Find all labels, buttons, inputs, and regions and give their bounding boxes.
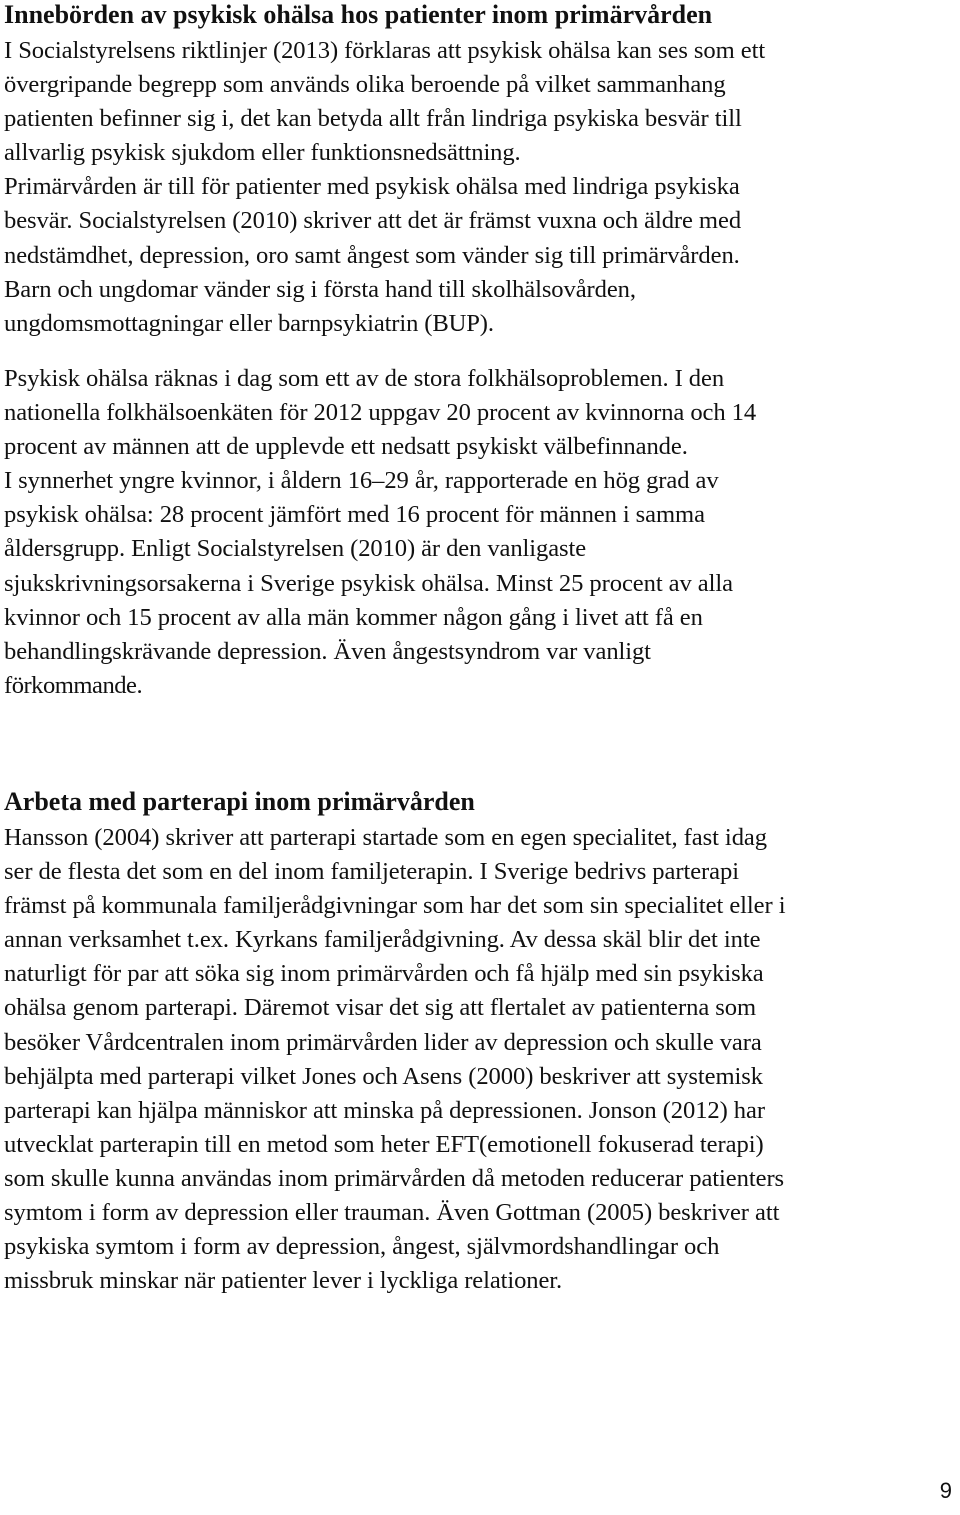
text-line: missbruk minskar när patienter lever i lyckliga relationer.	[4, 1267, 563, 1295]
text-line: nationella folkhälsoenkäten för 2012 uppgav 20 procent av kvinnorna och 14	[4, 399, 757, 427]
text-line: parterapi kan hjälpa människor att minska på depressionen. Jonson (2012) har	[4, 1096, 765, 1124]
text-line: förkommande.	[4, 671, 143, 699]
text-line: behandlingskrävande depression. Även ångestsyndrom var vanligt	[4, 637, 651, 665]
text-line: ser de flesta det som en del inom familjeterapin. I Sverige bedrivs parterapi	[4, 858, 739, 886]
text-line: Barn och ungdomar vänder sig i första hand till skolhälsovården,	[4, 275, 636, 303]
section-heading-parterapi: Arbeta med parterapi inom primärvården	[4, 787, 475, 816]
text-line: kvinnor och 15 procent av alla män kommer någon gång i livet att få en	[4, 603, 703, 631]
text-line: övergripande begrepp som används olika beroende på vilket sammanhang	[4, 71, 726, 99]
text-line: I synnerhet yngre kvinnor, i åldern 16–29 år, rapporterade en hög grad av	[4, 467, 719, 495]
paragraph-parterapi	[4, 821, 956, 1298]
text-line: åldersgrupp. Enligt Socialstyrelsen (2010) är den vanligaste	[4, 535, 587, 563]
text-line: behjälpta med parterapi vilket Jones och Asens (2000) beskriver att systemisk	[4, 1062, 764, 1090]
text-line: som skulle kunna användas inom primärvården då metoden reducerar patienters	[4, 1164, 785, 1192]
text-line: psykiska symtom i form av depression, ångest, självmordshandlingar och	[4, 1233, 720, 1261]
text-line: Hansson (2004) skriver att parterapi startade som en egen specialitet, fast idag	[4, 824, 767, 851]
text-line: annan verksamhet t.ex. Kyrkans familjerådgivning. Av dessa skäl blir det inte	[4, 926, 761, 954]
text-line: främst på kommunala familjerådgivningar som har det som sin specialitet eller i	[4, 892, 786, 920]
text-line: psykisk ohälsa: 28 procent jämfört med 16 procent för männen i samma	[4, 501, 705, 529]
text-line: Primärvården är till för patienter med psykisk ohälsa med lindriga psykiska	[4, 173, 740, 201]
text-line: allvarlig psykisk sjukdom eller funktionsnedsättning.	[4, 139, 521, 167]
text-line: besöker Vårdcentralen inom primärvården lider av depression och skulle vara	[4, 1028, 762, 1056]
text-line: Psykisk ohälsa räknas i dag som ett av de stora folkhälsoproblemen. I den	[4, 365, 725, 392]
text-line: nedstämdhet, depression, oro samt ångest som vänder sig till primärvården.	[4, 241, 740, 269]
text-line: ohälsa genom parterapi. Däremot visar det sig att flertalet av patienterna som	[4, 994, 757, 1022]
text-line: besvär. Socialstyrelsen (2010) skriver att det är främst vuxna och äldre med	[4, 207, 742, 235]
text-line: utvecklat parterapin till en metod som heter EFT(emotionell fokuserad terapi)	[4, 1130, 764, 1158]
section-heading-psykisk-ohalsa: Innebörden av psykisk ohälsa hos patienter inom primärvården	[4, 0, 713, 29]
text-line: naturligt för par att söka sig inom primärvården och få hjälp med sin psykiska	[4, 960, 764, 988]
text-line: ungdomsmottagningar eller barnpsykiatrin (BUP).	[4, 309, 494, 337]
text-line: symtom i form av depression eller trauman. Även Gottman (2005) beskriver att	[4, 1199, 780, 1227]
paragraph-psykisk-ohalsa-definition	[4, 34, 956, 341]
text-line: patienten befinner sig i, det kan betyda allt från lindriga psykiska besvär till	[4, 105, 742, 133]
text-line: sjukskrivningsorsakerna i Sverige psykisk ohälsa. Minst 25 procent av alla	[4, 569, 733, 597]
text-line: I Socialstyrelsens riktlinjer (2013) förklaras att psykisk ohälsa kan ses som ett	[4, 37, 766, 64]
text-line: procent av männen att de upplevde ett nedsatt psykiskt välbefinnande.	[4, 433, 688, 461]
paragraph-folkhalsoproblem	[4, 362, 956, 703]
page-number: 9	[939, 1478, 952, 1503]
